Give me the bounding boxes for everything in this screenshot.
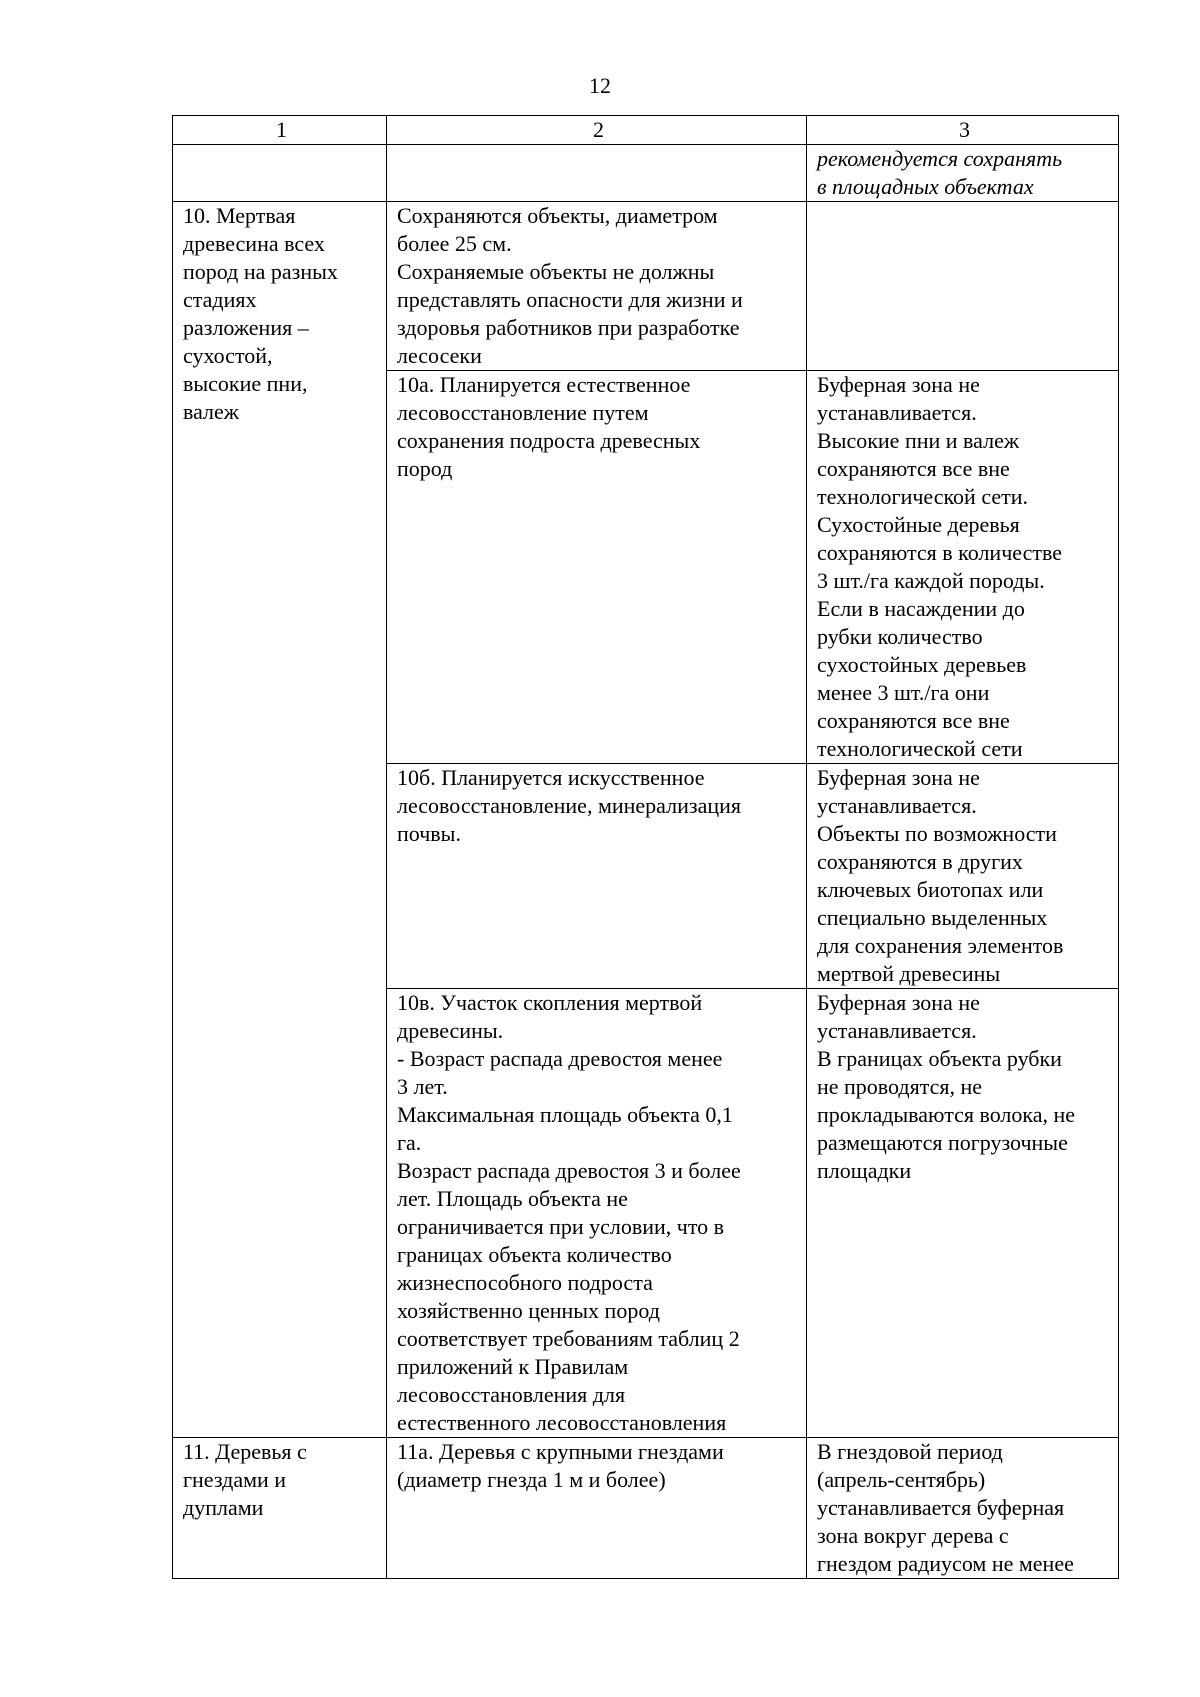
cell-11a-measures: В гнездовой период (апрель-сентябрь) устанавливается буферная зона вокруг дерева с гнездом радиусом не менее xyxy=(807,1438,1119,1579)
cell-10b-description: 10б. Планируется искусственное лесовосстановление, минерализация почвы. xyxy=(387,764,807,989)
cell-continuation-note: рекомендуется сохранять в площадных объектах xyxy=(807,145,1119,202)
cell-object-nest-trees: 11. Деревья с гнездами и дуплами xyxy=(173,1438,387,1579)
cell-10a-description: 10а. Планируется естественное лесовосстановление путем сохранения подроста древесных пород xyxy=(387,371,807,764)
column-header-3: 3 xyxy=(807,116,1119,145)
table-row-continuation xyxy=(173,145,1119,202)
cell-10v-description: 10в. Участок скопления мертвой древесины. - Возраст распада древостоя менее 3 лет. Максимальная площадь объекта 0,1 га. Возраст распада древостоя 3 и более лет. Площадь объекта не ограничивается при условии, что в границах объекта количество жизнеспособного подроста хозяйственно ценных пород соответствует требованиям таблиц 2 приложений к Правилам лесовосстановления для естественного лесовосстановления xyxy=(387,989,807,1438)
cell-dead-wood-conditions: Сохраняются объекты, диаметром более 25 см. Сохраняемые объекты не должны представлять опасности для жизни и здоровья работников при разработке лесосеки xyxy=(387,202,807,371)
document-table xyxy=(172,115,1119,1579)
cell-10v-measures: Буферная зона не устанавливается. В границах объекта рубки не проводятся, не прокладываются волока, не размещаются погрузочные площадки xyxy=(807,989,1119,1438)
table-row-10 xyxy=(173,202,1119,371)
table-row-11 xyxy=(173,1438,1119,1579)
cell-10b-measures: Буферная зона не устанавливается. Объекты по возможности сохраняются в других ключевых биотопах или специально выделенных для сохранения элементов мертвой древесины xyxy=(807,764,1119,989)
table-header-row xyxy=(173,116,1119,145)
cell-11a-description: 11а. Деревья с крупными гнездами (диаметр гнезда 1 м и более) xyxy=(387,1438,807,1579)
column-header-1: 1 xyxy=(173,116,387,145)
cell-object-dead-wood: 10. Мертвая древесина всех пород на разных стадиях разложения – сухостой, высокие пни, валеж xyxy=(173,202,387,1438)
page-number: 12 xyxy=(589,73,611,98)
cell-10a-measures: Буферная зона не устанавливается. Высокие пни и валеж сохраняются все вне технологической сети. Сухостойные деревья сохраняются в количестве 3 шт./га каждой породы. Если в насаждении до рубки количество сухостойных деревьев менее 3 шт./га они сохраняются все вне технологической сети xyxy=(807,371,1119,764)
cell-empty xyxy=(173,145,387,202)
cell-empty xyxy=(387,145,807,202)
cell-empty xyxy=(807,202,1119,371)
column-header-2: 2 xyxy=(387,116,807,145)
